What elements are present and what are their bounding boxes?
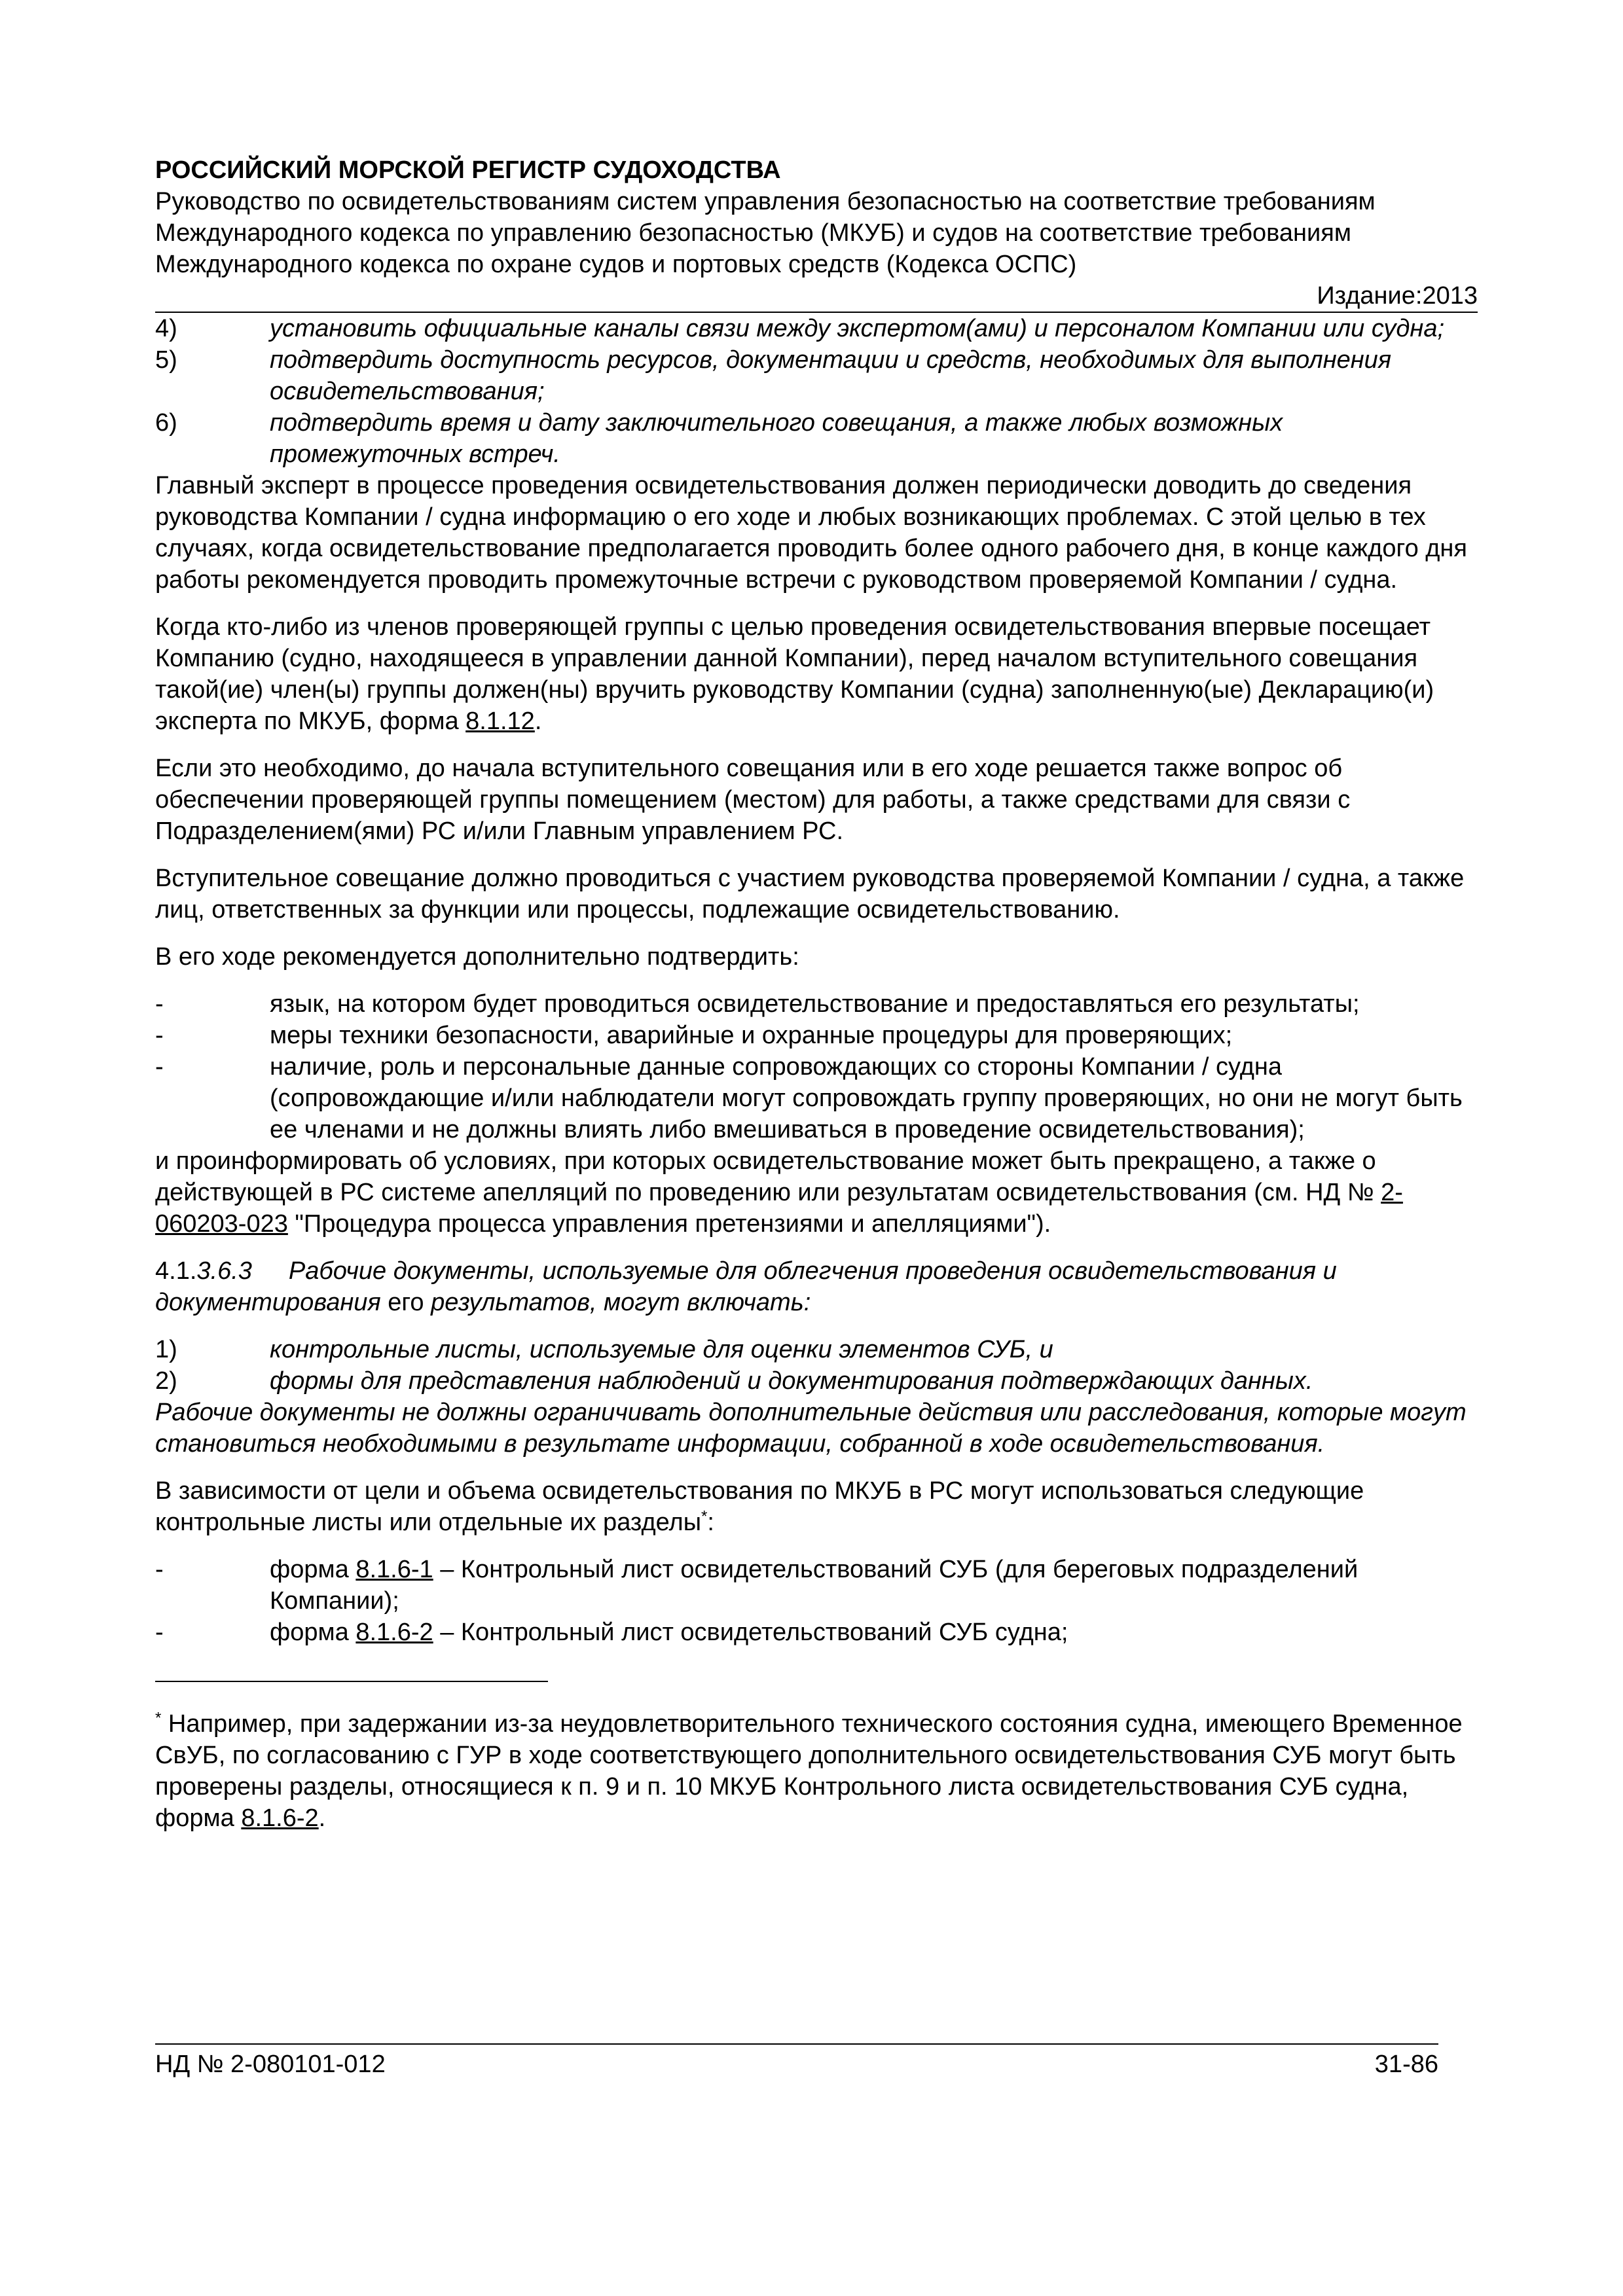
paragraph: Рабочие документы не должны ограничивать дополнительные действия или расследования, которые могут становиться необходимыми в результате информации, собранной в ходе освидетельствования. xyxy=(155,1399,1467,1458)
footer-doc-number: НД № 2-080101-012 xyxy=(155,2051,386,2078)
header-org: РОССИЙСКИЙ МОРСКОЙ РЕГИСТР СУДОХОДСТВА xyxy=(155,156,781,184)
list-item xyxy=(155,1554,1478,1617)
document-page xyxy=(155,154,1478,1834)
list-text xyxy=(270,1617,1478,1648)
header-edition: Издание:2013 xyxy=(155,280,1478,313)
section-heading xyxy=(155,1255,1478,1318)
list-item xyxy=(155,1334,1478,1365)
list-item xyxy=(155,988,1478,1020)
list-text: подтвердить время и дату заключительного совещания, а также любых возможных промежуточных встреч. xyxy=(270,409,1283,468)
list-item xyxy=(155,1617,1478,1648)
document-link[interactable]: 2-060203-023 xyxy=(155,1179,1403,1238)
paragraph-text: Когда кто-либо из членов проверяющей группы с целью проведения освидетельствования впервые посещает Компанию (судно, находящееся в управлении данной Компании), перед началом вступительного совещания такой(ие) член(ы) группы должен(ны) вручить руководству Компании (судна) заполненную(ые) Декларацию(и) эксперта по МКУБ, форма xyxy=(155,613,1434,735)
list-suffix: – Контрольный лист освидетельствований СУБ судна; xyxy=(433,1619,1068,1646)
numbered-list xyxy=(155,1334,1478,1397)
section-text: результатов, могут включать: xyxy=(431,1289,811,1316)
footnote-separator xyxy=(155,1681,548,1682)
list-number: 2) xyxy=(155,1367,177,1395)
footnote-text: Например, при задержании из-за неудовлетворительного технического состояния судна, имеющего Временное СвУБ, по согласованию с ГУР в ходе соответствующего дополнительного освидетельствования СУБ могут быть проверены разделы, относящиеся к п. 9 и п. 10 МКУБ Контрольного листа освидетельствования СУБ судна, форма xyxy=(155,1710,1463,1832)
list-bullet: - xyxy=(155,1053,164,1081)
list-text: формы для представления наблюдений и документирования подтверждающих данных. xyxy=(270,1367,1313,1395)
list-item xyxy=(155,313,1478,344)
paragraph-end: "Процедура процесса управления претензиями и апелляциями"). xyxy=(287,1210,1051,1238)
paragraph xyxy=(155,611,1478,737)
list-bullet: - xyxy=(155,1022,164,1049)
section-number-plain: 4.1. xyxy=(155,1257,197,1285)
numbered-list xyxy=(155,313,1478,470)
paragraph-end: : xyxy=(707,1509,714,1536)
list-text: язык, на котором будет проводиться освидетельствование и предоставляться его результаты; xyxy=(270,990,1360,1018)
paragraph: Вступительное совещание должно проводиться с участием руководства проверяемой Компании / судна, а также лиц, ответственных за функции или процессы, подлежащие освидетельствованию. xyxy=(155,865,1465,924)
list-item xyxy=(155,1051,1478,1145)
list-item xyxy=(155,407,1478,470)
form-link[interactable]: 8.1.6-2 xyxy=(241,1804,319,1832)
list-text: контрольные листы, используемые для оценки элементов СУБ, и xyxy=(270,1336,1053,1363)
list-suffix: – Контрольный лист освидетельствований СУБ (для береговых подразделений Компании); xyxy=(270,1556,1359,1615)
list-number: 5) xyxy=(155,346,177,374)
list-number: 6) xyxy=(155,409,177,437)
paragraph xyxy=(155,1475,1478,1538)
list-text: меры техники безопасности, аварийные и охранные процедуры для проверяющих; xyxy=(270,1022,1233,1049)
list-item xyxy=(155,1020,1478,1051)
section-text: его xyxy=(380,1289,431,1316)
list-number: 1) xyxy=(155,1336,177,1363)
paragraph-text: и проинформировать об условиях, при которых освидетельствование может быть прекращено, а также о действующей в РС системе апелляций по проведению или результатам освидетельствования (см. НД № xyxy=(155,1147,1381,1206)
list-text xyxy=(270,1554,1478,1617)
section-text: Рабочие документы, используемые для облегчения проведения освидетельствования и документирования xyxy=(155,1257,1337,1316)
page-footer xyxy=(155,2043,1438,2080)
list-item xyxy=(155,1365,1478,1397)
bullet-list xyxy=(155,1554,1478,1648)
footer-page-number: 31-86 xyxy=(1374,2051,1438,2078)
list-bullet: - xyxy=(155,1556,164,1583)
paragraph-end: . xyxy=(534,708,542,735)
form-link[interactable]: 8.1.6-1 xyxy=(356,1556,433,1583)
list-bullet: - xyxy=(155,990,164,1018)
form-link[interactable]: 8.1.12 xyxy=(465,708,535,735)
footnote-end: . xyxy=(318,1804,326,1832)
footnote-marker: * xyxy=(155,1709,162,1727)
list-bullet: - xyxy=(155,1619,164,1646)
list-prefix: форма xyxy=(270,1619,356,1646)
footnote xyxy=(155,1708,1478,1834)
list-text: установить официальные каналы связи между экспертом(ами) и персоналом Компании или судна; xyxy=(270,315,1445,342)
list-number: 4) xyxy=(155,315,177,342)
paragraph: Главный эксперт в процессе проведения освидетельствования должен периодически доводить до сведения руководства Компании / судна информацию о его ходе и любых возникающих проблемах. С этой целью в тех случаях, когда освидетельствование предполагается проводить более одного рабочего дня, в конце каждого дня работы рекомендуется проводить промежуточные встречи с руководством проверяемой Компании / судна. xyxy=(155,472,1467,594)
footnote-marker[interactable]: * xyxy=(701,1507,708,1526)
list-item xyxy=(155,344,1478,407)
paragraph: Если это необходимо, до начала вступительного совещания или в его ходе решается также вопрос об обеспечении проверяющей группы помещением (местом) для работы, а также средствами для связи с Подразделением(ями) РС и/или Главным управлением РС. xyxy=(155,755,1351,845)
form-link[interactable]: 8.1.6-2 xyxy=(356,1619,433,1646)
paragraph xyxy=(155,1145,1478,1240)
list-text: наличие, роль и персональные данные сопровождающих со стороны Компании / судна (сопровождающие и/или наблюдатели могут сопровождать группу проверяющих, но они не могут быть ее членами и не должны влиять либо вмешиваться в проведение освидетельствования); xyxy=(270,1053,1463,1143)
section-number-italic: 3.6.3 xyxy=(196,1257,252,1285)
list-prefix: форма xyxy=(270,1556,356,1583)
list-text: подтвердить доступность ресурсов, документации и средств, необходимых для выполнения освидетельствования; xyxy=(270,346,1392,405)
paragraph-text: В зависимости от цели и объема освидетельствования по МКУБ в РС могут использоваться следующие контрольные листы или отдельные их разделы xyxy=(155,1477,1364,1536)
paragraph: В его ходе рекомендуется дополнительно подтвердить: xyxy=(155,943,799,971)
bullet-list xyxy=(155,988,1478,1145)
header-subtitle: Руководство по освидетельствованиям систем управления безопасностью на соответствие требованиям Международного кодекса по управлению безопасностью (МКУБ) и судов на соответствие требованиям Международного кодекса по охране судов и портовых средств (Кодекса ОСПС) xyxy=(155,188,1376,278)
